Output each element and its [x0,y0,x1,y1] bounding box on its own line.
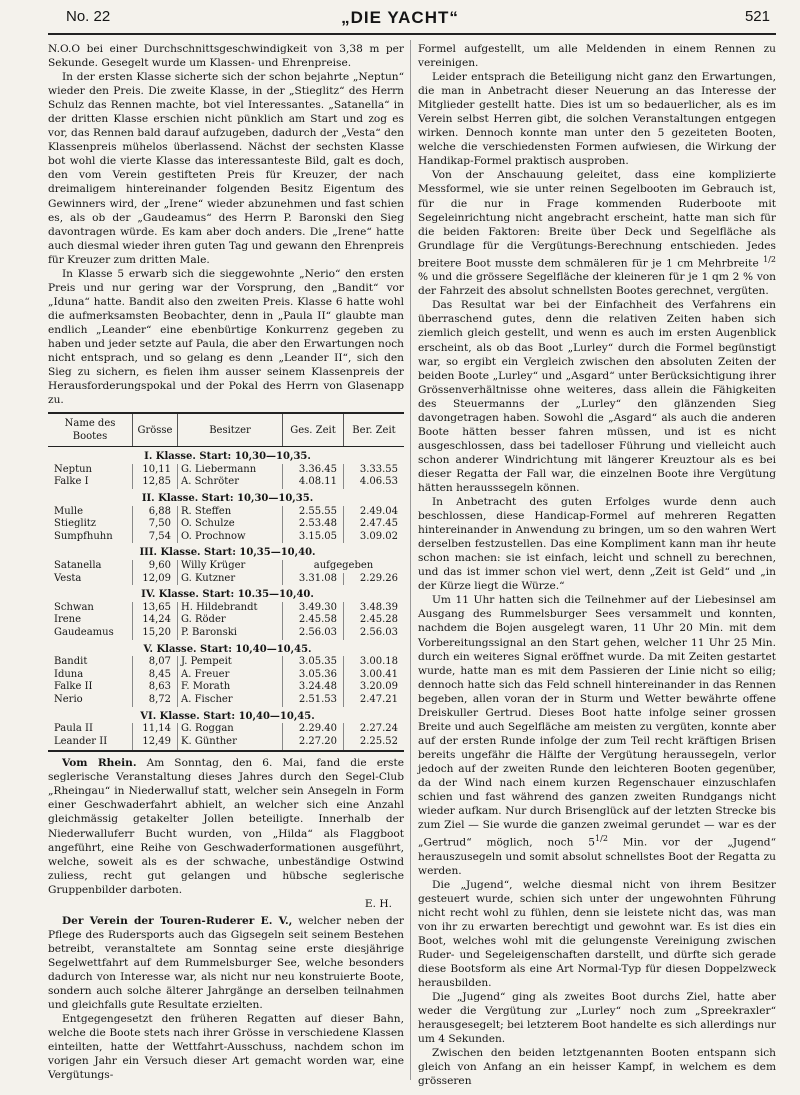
column-divider [410,40,411,1080]
calc-time: 2.47.45 [344,518,405,531]
calc-time: 2.47.21 [344,694,405,707]
class-heading: IV. Klasse. Start: 10.35—10,40. [141,589,314,601]
calc-time: 3.48.39 [344,602,405,615]
calc-time: 3.33.55 [344,464,405,477]
table-row [48,736,404,752]
boat-size: 7,50 [133,518,178,531]
table-row [48,464,404,477]
table-row [48,518,404,531]
paragraph: Von der Anschauung geleitet, dass eine komplizierte Messformel, wie sie unter reinen Segelbooten im Gebrauch ist, für die nur in Frage kommenden Ruderboote mit Segeleinrichtung nicht angebracht erscheint, hatte man sich für die beiden Faktoren: Breite über Deck und Segelfläche als Grundlage für die Vergütungs-Berechnung entschieden. Jedes breitere Boot musste dem schmäleren für je 1 cm Mehrbreite $^{1/2}$ % und die grössere Segelfläche der kleineren für je 1 qm 2 % von der Fahrzeit des absolut schnellsten Bootes gerechnet, vergüten. [418,169,776,298]
total-time: 2.56.03 [283,627,344,640]
owner: H. Hildebrandt [178,602,283,615]
boat-name: Stieglitz [54,518,97,530]
calc-time: 4.06.53 [344,476,405,489]
table-row [48,681,404,694]
calc-time: 2.56.03 [344,627,405,640]
boat-name: Iduna [54,668,84,680]
table-row [48,602,404,615]
table-row [48,560,404,573]
boat-size: 9,60 [133,560,178,573]
boat-name: Vesta [54,572,82,584]
boat-size: 14,24 [133,614,178,627]
owner: P. Baronski [178,627,283,640]
header-rule [48,33,776,35]
class-heading-row [48,585,404,602]
total-time: 3.24.48 [283,681,344,694]
calc-time: 3.00.18 [344,656,405,669]
class-heading-row [48,707,404,724]
paragraph: In Anbetracht des guten Erfolges wurde denn auch beschlossen, diese Handicap-Formel auf mehreren Regatten hintereinander in Anwendung zu bringen, um so den wahren Wert derselben festzustellen. Das eine Kompliment kann man ihr heute schon machen: sie ist einfach, leicht und schnell zu berechnen, und das ist immer schon viel wert, denn „Zeit ist Geld“ und „in der Kürze liegt die Würze.“ [418,496,776,593]
col-header-owner: Besitzer [178,413,283,447]
journal-title: „DIE YACHT“ [341,8,459,27]
total-time: 3.49.30 [283,602,344,615]
boat-name: Satanella [54,559,102,571]
col-header-name: Name des Bootes [48,413,133,447]
calc-time: 3.09.02 [344,531,405,544]
boat-name: Falke I [54,476,89,488]
class-heading: VI. Klasse. Start: 10,40—10,45. [140,710,315,722]
table-header-row [48,413,404,447]
table-row [48,627,404,640]
owner: F. Morath [178,681,283,694]
boat-size: 8,07 [133,656,178,669]
table-row [48,694,404,707]
total-time: 4.08.11 [283,476,344,489]
owner: J. Pempeit [178,656,283,669]
boat-size: 7,54 [133,531,178,544]
boat-name: Sumpfhuhn [54,530,113,542]
boat-size: 6,88 [133,506,178,519]
total-time: 2.51.53 [283,694,344,707]
col-header-calc-time: Ber. Zeit [344,413,405,447]
paragraph: Um 11 Uhr hatten sich die Teilnehmer auf der Liebesinsel am Ausgang des Rummelsburger Sees versammelt und konnten, nachdem die Bojen ausgelegt waren, 11 Uhr 20 Min. mit dem Vorbereitungssignal an den Start gehen, welcher 11 Uhr 25 Min. durch ein weiteres Signal eröffnet wurde. Da mit Zeiten gestartet wurde, hatte man es mit dem Passieren der Linie nicht so eilig; dennoch hatte sich das Feld schnell hintereinander in das Rennen begeben, allen voran der in Sturm und Wetter bewährte offene Dreiskuller Gertrud. Dieses Boot hatte infolge seiner grossen Breite und auch Segelfläche am meisten zu vergüten, konnte aber auf der ersten Runde infolge der zum Teil recht kräftigen Brisen bereits ungefähr die Hälfte der Vergütung heraussegeln, verlor jedoch auf der zweiten Runde den leichteren Booten gegenüber, da der Wind nach einem kurzen Regenschauer einzuschlafen schien und fast während des ganzen zweiten Rundgangs nicht wieder aufkam. Nur durch Brisenglück auf der letzten Strecke bis zum Ziel — Sie wurde die ganzen zweimal gerundet — war es der „Gertrud“ möglich, noch $5^{1/2}$ Min. vor der „Jugend“ herauszusegeln und somit absolut schnellstes Boot der Regatta zu werden. [418,594,776,877]
table-row [48,614,404,627]
paragraph: Die „Jugend“, welche diesmal nicht von ihrem Besitzer gesteuert wurde, schien sich unter der ungewohnten Führung nicht recht wohl zu fühlen, denn sie leistete nicht das, was man von ihr zu erwarten berechtigt und gewohnt war. Es ist dies ein Boot, welches wohl mit die gelungenste Vereinigung zwischen Ruder- und Segeleigenschaften darstellt, und dürfte sich gerade diese Bootsform als eine Art Normal-Typ für diesen Doppelzweck herausbilden. [418,878,776,990]
total-time: aufgegeben [283,560,405,573]
table-row [48,723,404,736]
paragraph: Das Resultat war bei der Einfachheit des Verfahrens ein überraschend gutes, denn die relativen Zeiten haben sich ziemlich gleich gestellt, und wenn es auch im ersten Augenblick erscheint, als ob das Boot „Lurley“ durch die Formel begünstigt war, so ergibt ein Vergleich zwischen den absoluten Zeiten der beiden Boote „Lurley“ und „Asgard“ unter Berücksichtigung ihrer Grössenverhältnisse ohne weiteres, dass allein die Fähigkeiten des Steuermanns der „Lurley“ den glänzenden Sieg davongetragen haben. Sowohl die „Asgard“ als auch die anderen Boote hätten besser fahren müssen, und ist es nicht ausgeschlossen, dass bei tadelloser Führung und vielleicht auch schon anderer Windrichtung mit längerer Kreuztour als es bei dieser Regatta der Fall war, die einzelnen Boote ihre Vergütung hätten herausssegeln können. [418,299,776,494]
calc-time: 2.27.24 [344,723,405,736]
boat-size: 8,63 [133,681,178,694]
owner: O. Schulze [178,518,283,531]
boat-name: Leander II [48,736,133,752]
owner: Willy Krüger [178,560,283,573]
total-time: 3.05.35 [283,656,344,669]
paragraph-touren: Der Verein der Touren-Ruderer E. V., welcher neben der Pflege des Rudersports auch das Gigsegeln seit seinem Bestehen betreibt, veranstaltete am Sonntag seine erste diesjährige Segelwettfahrt auf dem Rummelsburger See, welche besonders dadurch von Interesse war, als nicht nur neu konstruierte Boote, sondern auch solche älterer Jahrgänge an derselben teilnahmen und gleichfalls gute Resultate erzielten. [48,914,404,1012]
boat-size: 12,49 [133,736,178,752]
table-row [48,669,404,682]
boat-name: Falke II [54,681,93,693]
signature: E. H. [364,897,392,910]
owner: G. Liebermann [178,464,283,477]
paragraph: Die „Jugend“ ging als zweites Boot durchs Ziel, hatte aber weder die Vergütung zur „Lurley“ noch zum „Spreekraxler“ herausgesegelt; bei letzterem Boot handelte es sich allerdings nur um 4 Sekunden. [418,991,776,1046]
owner: K. Günther [178,736,283,752]
table-row [48,476,404,489]
owner: R. Steffen [178,506,283,519]
boat-name: Paula II [54,723,93,735]
total-time: 3.05.36 [283,669,344,682]
paragraph: Formel aufgestellt, um alle Meldenden in einem Rennen zu vereinigen. [418,43,776,70]
paragraph: Leider entsprach die Beteiligung nicht ganz den Erwartungen, die man in Anbetracht dieser Neuerung an das Interesse der Mitglieder gestellt hatte. Dies ist um so bedauerlicher, als es im Verein selbst Herren gibt, die solchen Veranstaltungen entgegen wirken. Dennoch konnte man unter den 5 gezeiteten Booten, welche die verschiedensten Formen aufwiesen, die Wirkung der Handikap-Formel praktisch ausproben. [418,71,776,168]
boat-size: 8,72 [133,694,178,707]
owner: G. Roggan [178,723,283,736]
total-time: 2.53.48 [283,518,344,531]
owner: A. Freuer [178,669,283,682]
calc-time: 2.25.52 [344,736,405,752]
boat-size: 10,11 [133,464,178,477]
class-heading: III. Klasse. Start: 10,35—10,40. [139,547,316,559]
paragraph-rhein: Vom Rhein. Am Sonntag, den 6. Mai, fand die erste seglerische Veranstaltung dieses Jahres durch den Segel-Club „Rheingau“ in Niederwalluf statt, welcher sein Ansegeln in Form einer Geschwaderfahrt abhielt, an welcher sich eine Anzahl gleichmässig getakelter Jollen beteiligte. Innerhalb der Niederwalluferr Bucht wurden, von „Hilda“ als Flaggboot angeführt, eine Reihe von Geschwaderformationen ausgeführt, welche, soweit als es der schwache, unbeständige Ostwind zuliess, recht gut gelangen und hübsche seglerische Gruppenbilder darboten. [48,757,404,896]
left-column [48,42,404,1082]
owner: O. Prochnow [178,531,283,544]
boat-size: 13,65 [133,602,178,615]
paragraph: In der ersten Klasse sicherte sich der schon bejahrte „Neptun“ wieder den Preis. Die zweite Klasse, in der „Stieglitz“ des Herrn Schulz das Rennen machte, bot viel Interessantes. „Satanella“ in der dritten Klasse erschien nicht pünklich am Start und zog es vor, das Rennen bald darauf aufzugeben, dadurch der „Vesta“ den Klassenpreis mühelos überlassend. Nächst der sechsten Klasse bot wohl die vierte Klasse das interessanteste Bild, galt es doch, den vom Verein gestifteten Preis für Kreuzer, der nach dreimaligem hintereinander folgenden Besitz Eigentum des Gewinners wird, der „Irene“ wieder abzunehmen und fast schien es, als ob der „Gaudeamus“ des Herrn P. Baronski den Sieg davontragen würde. Es kam aber doch anders. Die „Irene“ hatte auch diesmal wieder ihren guten Tag und gewann den Ehrenpreis für Kreuzer zum dritten Male. [48,71,404,266]
total-time: 2.29.40 [283,723,344,736]
table-row [48,573,404,586]
total-time: 2.45.58 [283,614,344,627]
boat-name: Bandit [54,656,88,668]
boat-size: 8,45 [133,669,178,682]
boat-name: Schwan [54,601,94,613]
boat-size: 15,20 [133,627,178,640]
section-head: Der Verein der Touren-Ruderer E. V., [62,914,293,927]
class-heading-row [48,543,404,560]
col-header-total-time: Ges. Zeit [283,413,344,447]
boat-name: Nerio [54,693,83,705]
table-row [48,656,404,669]
class-heading: II. Klasse. Start: 10,30—10,35. [141,493,314,504]
calc-time: 3.20.09 [344,681,405,694]
class-heading-row [48,489,404,506]
class-heading-row [48,640,404,657]
paragraph: N.O.O bei einer Durchschnittsgeschwindigkeit von 3,38 m per Sekunde. Gesegelt wurde um Klassen- und Ehrenpreise. [48,43,404,70]
table-row [48,531,404,544]
owner: G. Röder [178,614,283,627]
calc-time: 3.00.41 [344,669,405,682]
page-header [0,0,800,40]
paragraph: Zwischen den beiden letztgenannten Booten entspann sich gleich von Anfang an ein heisser Kampf, in welchem es dem grösseren [418,1047,776,1088]
paragraph: Entgegengesetzt den früheren Regatten auf dieser Bahn, welche die Boote stets nach ihrer Grösse in verschiedene Klassen einteilten, hatte der Wettfahrt-Ausschuss, nachdem schon im vorigen Jahr ein Versuch dieser Art gemacht worden war, eine Vergütungs- [48,1013,404,1082]
boat-name: Gaudeamus [54,626,114,638]
class-heading: I. Klasse. Start: 10,30—10,35. [144,451,311,463]
boat-size: 11,14 [133,723,178,736]
boat-size: 12,85 [133,476,178,489]
class-heading: V. Klasse. Start: 10,40—10,45. [143,643,312,655]
calc-time: 2.45.28 [344,614,405,627]
owner: G. Kutzner [178,573,283,586]
col-header-size: Grösse [133,413,178,447]
issue-number: No. 22 [66,8,111,25]
total-time: 3.36.45 [283,464,344,477]
right-column [418,42,776,1089]
total-time: 3.15.05 [283,531,344,544]
boat-name: Irene [54,614,82,626]
total-time: 3.31.08 [283,573,344,586]
total-time: 2.27.20 [283,736,344,752]
owner: A. Schröter [178,476,283,489]
calc-time: 2.49.04 [344,506,405,519]
results-table [48,412,404,752]
paragraph: In Klasse 5 erwarb sich die sieggewohnte „Nerio“ den ersten Preis und nur gering war der Vorsprung, den „Bandit“ vor „Iduna“ hatte. Bandit also den zweiten Preis. Klasse 6 hatte wohl die aufmerksamsten Beobachter, denn in „Paula II“ glaubte man endlich „Leander“ eine ebenbürtige Konkurrenz gegeben zu haben und jeder setzte auf Paula, die aber den Erwartungen noch nicht entsprach, und so gelang es denn „Leander II“, sich den Sieg zu sichern, es fielen ihm ausser seinem Klassenpreis der Herausforderungspokal und der Pokal des Herrn von Glasenapp zu. [48,267,404,407]
boat-name: Neptun [54,463,92,475]
calc-time: 2.29.26 [344,573,405,586]
owner: A. Fischer [178,694,283,707]
class-heading-row [48,447,404,464]
table-row [48,506,404,519]
page-number: 521 [744,8,770,25]
total-time: 2.55.55 [283,506,344,519]
section-head: Vom Rhein. [62,757,137,770]
boat-name: Mulle [54,505,83,517]
boat-size: 12,09 [133,573,178,586]
